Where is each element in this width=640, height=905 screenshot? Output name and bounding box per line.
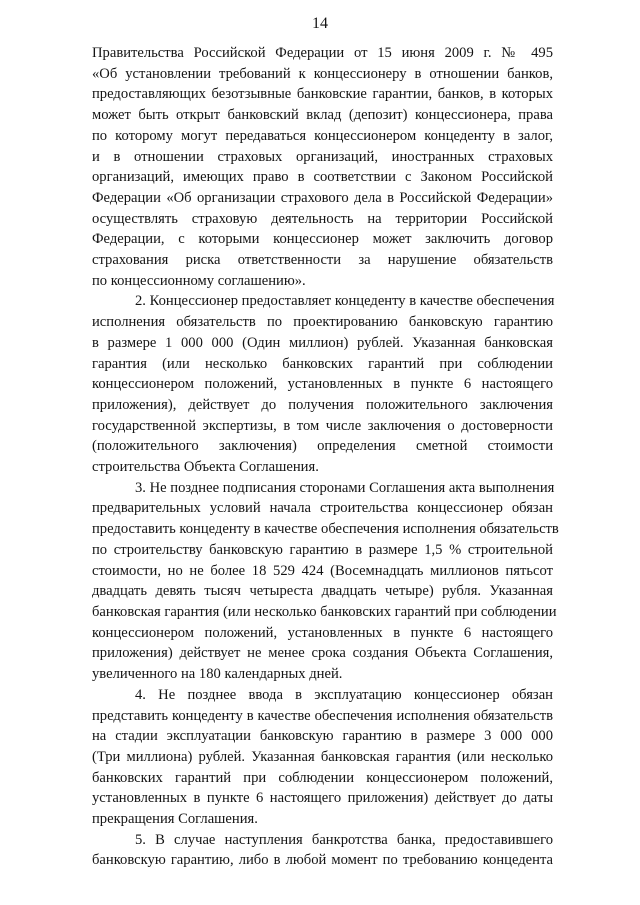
text-line: строительства Объекта Соглашения.	[92, 459, 319, 476]
text-line: банковскую гарантию, либо в любой момент по требованию концедента	[92, 852, 553, 869]
text-line: концессионером положений, установленных в пункте 6 настоящего	[92, 376, 553, 393]
text-line: предоставить концеденту в качестве обеспечения исполнения обязательств	[92, 521, 559, 538]
text-line: увеличенного на 180 календарных дней.	[92, 666, 343, 683]
text-line: приложения) действует не менее срока создания Объекта Соглашения,	[92, 645, 553, 662]
text-line: (Три миллиона) рублей. Указанная банковская гарантия (или несколько	[92, 748, 553, 765]
text-line: предварительных условий начала строительства концессионер обязан	[92, 500, 553, 517]
text-line: предоставляющих безотзывные банковские гарантии, банков, в которых	[92, 86, 553, 103]
text-line: стоимости, но не более 18 529 424 (Восемнадцать миллионов пятьсот	[92, 562, 553, 579]
text-line: по концессионному соглашению».	[92, 272, 306, 289]
text-line: банковских гарантий при соблюдении концессионером положений,	[92, 769, 553, 786]
page-number: 14	[312, 15, 328, 32]
text-line: может быть открыт банковский вклад (депозит) концессионера, права	[92, 107, 553, 124]
text-line: (положительного заключения) определения сметной стоимости	[92, 438, 553, 455]
paragraph-item-5	[92, 830, 553, 871]
paragraph-item-2	[92, 291, 553, 477]
text-line: Федерации, с которыми концессионер может заключить договор	[92, 231, 553, 248]
text-line: исполнения обязательств по проектированию банковскую гарантию	[92, 314, 553, 331]
text-line: 4. Не позднее ввода в эксплуатацию концессионер обязан	[135, 686, 553, 703]
text-line: 3. Не позднее подписания сторонами Соглашения акта выполнения	[135, 479, 555, 496]
text-line: и в отношении страховых организаций, иностранных страховых	[92, 148, 553, 165]
text-line: в размере 1 000 000 (Один миллион) рублей. Указанная банковская	[92, 334, 553, 351]
text-line: гарантия (или несколько банковских гарантий при соблюдении	[92, 355, 553, 372]
text-line: прекращения Соглашения.	[92, 811, 258, 828]
text-line: по которому могут передаваться концессионером концеденту в залог,	[92, 127, 553, 144]
paragraph-item-4	[92, 685, 553, 830]
text-line: государственной экспертизы, в том числе заключения о достоверности	[92, 417, 553, 434]
text-line: страхования риска ответственности за нарушение обязательств	[92, 252, 553, 269]
text-line: двадцать девять тысяч четыреста двадцать четыре) рубля. Указанная	[92, 583, 553, 600]
text-line: организаций, имеющих право в соответствии с Законом Российской	[92, 169, 553, 186]
text-line: концессионером положений, установленных в пункте 6 настоящего	[92, 624, 553, 641]
paragraph-continuation	[92, 43, 553, 291]
paragraph-item-3	[92, 478, 559, 685]
text-line: осуществлять страховую деятельность на территории Российской	[92, 210, 553, 227]
text-line: 2. Концессионер предоставляет концеденту в качестве обеспечения	[135, 293, 555, 310]
text-line: по строительству банковскую гарантию в размере 1,5 % строительной	[92, 541, 553, 558]
text-line: Федерации «Об организации страхового дела в Российской Федерации»	[92, 189, 553, 206]
text-line: на стадии эксплуатации банковскую гарантию в размере 3 000 000	[92, 728, 553, 745]
text-line: Правительства Российской Федерации от 15 июня 2009 г. № 495	[92, 45, 553, 61]
document-body	[92, 43, 559, 871]
text-line: установленных в пункте 6 настоящего приложения) действует до даты	[92, 790, 553, 807]
text-line: приложения), действует до получения положительного заключения	[92, 396, 553, 413]
text-line: представить концеденту в качестве обеспечения исполнения обязательств	[92, 707, 553, 724]
text-line: «Об установлении требований к концессионеру в отношении банков,	[92, 65, 553, 82]
text-line: 5. В случае наступления банкротства банка, предоставившего	[135, 831, 553, 848]
text-line: банковская гарантия (или несколько банковских гарантий при соблюдении	[92, 603, 557, 620]
